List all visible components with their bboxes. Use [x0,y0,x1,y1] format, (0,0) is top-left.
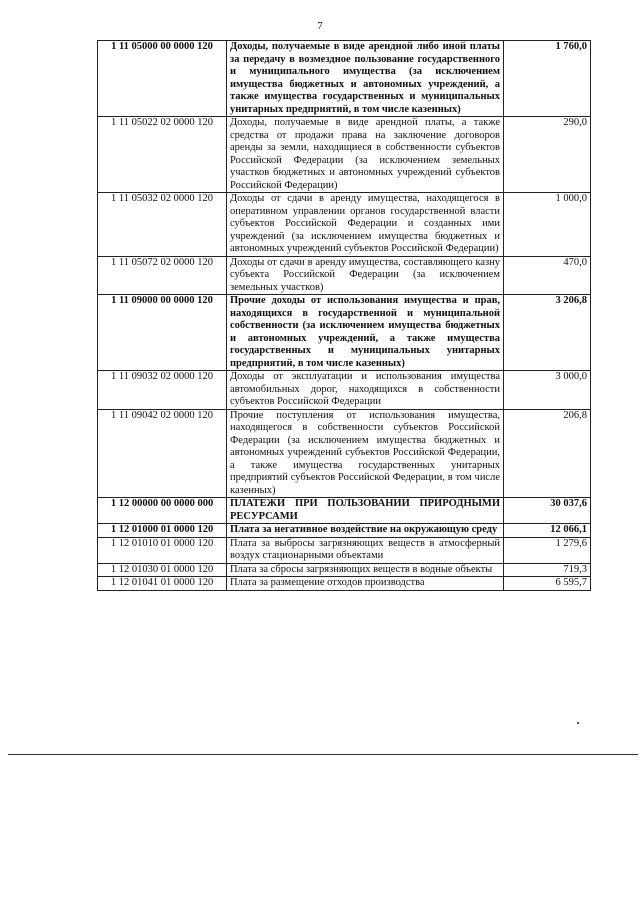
revenue-code: 1 12 00000 00 0000 000 [98,498,227,524]
revenue-amount: 1 760,0 [504,41,591,117]
table-row [98,498,591,524]
revenue-amount: 470,0 [504,256,591,295]
revenue-amount: 290,0 [504,117,591,193]
revenue-code: 1 12 01041 01 0000 120 [98,577,227,591]
revenue-description: Плата за сбросы загрязняющих веществ в водные объекты [227,563,504,577]
revenue-description: Доходы, получаемые в виде арендной платы, а также средства от продажи права на заключение договоров аренды за земли, находящиеся в собственности субъектов Российской Федерации (за исключением земельных участков бюджетных и автономных учреждений субъектов Российской Федерации) [227,117,504,193]
revenue-description: Прочие доходы от использования имущества и прав, находящихся в государственной и муниципальной собственности (за исключением имущества бюджетных и автономных учреждений, а также имущества государственных и муниципальных унитарных предприятий, в том числе казенных) [227,295,504,371]
table-row [98,117,591,193]
table-row [98,577,591,591]
revenue-amount: 1 000,0 [504,193,591,257]
revenue-code: 1 12 01000 01 0000 120 [98,524,227,538]
revenue-description: Доходы от сдачи в аренду имущества, находящегося в оперативном управлении органов государственной власти субъектов Российской Федерации и созданных ими учреждений (за исключением имущества бюджетных и автономных учреждений субъектов Российской Федерации) [227,193,504,257]
table-row [98,193,591,257]
table-row [98,41,591,117]
revenue-code: 1 11 05032 02 0000 120 [98,193,227,257]
revenue-amount: 206,8 [504,409,591,498]
table-row [98,295,591,371]
revenue-description: Плата за размещение отходов производства [227,577,504,591]
revenue-description: Плата за выбросы загрязняющих веществ в атмосферный воздух стационарными объектами [227,537,504,563]
table-row [98,524,591,538]
revenue-code: 1 11 09000 00 0000 120 [98,295,227,371]
revenue-amount: 30 037,6 [504,498,591,524]
revenue-code: 1 11 05000 00 0000 120 [98,41,227,117]
revenue-amount: 1 279,6 [504,537,591,563]
revenue-amount: 3 000,0 [504,371,591,410]
table-row [98,563,591,577]
scan-speck [577,722,579,724]
revenue-description: Доходы от сдачи в аренду имущества, составляющего казну субъекта Российской Федерации (за исключением земельных участков) [227,256,504,295]
revenue-code: 1 11 09042 02 0000 120 [98,409,227,498]
page-number: 7 [317,20,323,32]
revenue-description: Плата за негативное воздействие на окружающую среду [227,524,504,538]
table-row [98,371,591,410]
revenue-description: ПЛАТЕЖИ ПРИ ПОЛЬЗОВАНИИ ПРИРОДНЫМИ РЕСУРСАМИ [227,498,504,524]
revenue-description: Прочие поступления от использования имущества, находящегося в собственности субъектов Российской Федерации (за исключением имущества бюджетных и автономных учреждений субъектов Российской Федерации, а также имущества государственных унитарных предприятий субъектов Российской Федерации, в том числе казенных) [227,409,504,498]
revenue-code: 1 11 05022 02 0000 120 [98,117,227,193]
table-row [98,409,591,498]
revenue-amount: 719,3 [504,563,591,577]
revenue-description: Доходы, получаемые в виде арендной либо иной платы за передачу в возмездное пользование государственного и муниципального имущества (за исключением имущества бюджетных и автономных учреждений, а также имущества государственных и муниципальных унитарных предприятий, в том числе казенных) [227,41,504,117]
table-body [98,41,591,591]
revenue-code: 1 11 05072 02 0000 120 [98,256,227,295]
table-row [98,256,591,295]
revenue-code: 1 11 09032 02 0000 120 [98,371,227,410]
revenue-code: 1 12 01030 01 0000 120 [98,563,227,577]
table-row [98,537,591,563]
horizontal-rule [8,754,638,755]
revenue-description: Доходы от эксплуатации и использования имущества автомобильных дорог, находящихся в собственности субъектов Российской Федерации [227,371,504,410]
revenue-amount: 3 206,8 [504,295,591,371]
budget-revenue-table [97,40,591,591]
revenue-code: 1 12 01010 01 0000 120 [98,537,227,563]
revenue-amount: 6 595,7 [504,577,591,591]
revenue-amount: 12 066,1 [504,524,591,538]
